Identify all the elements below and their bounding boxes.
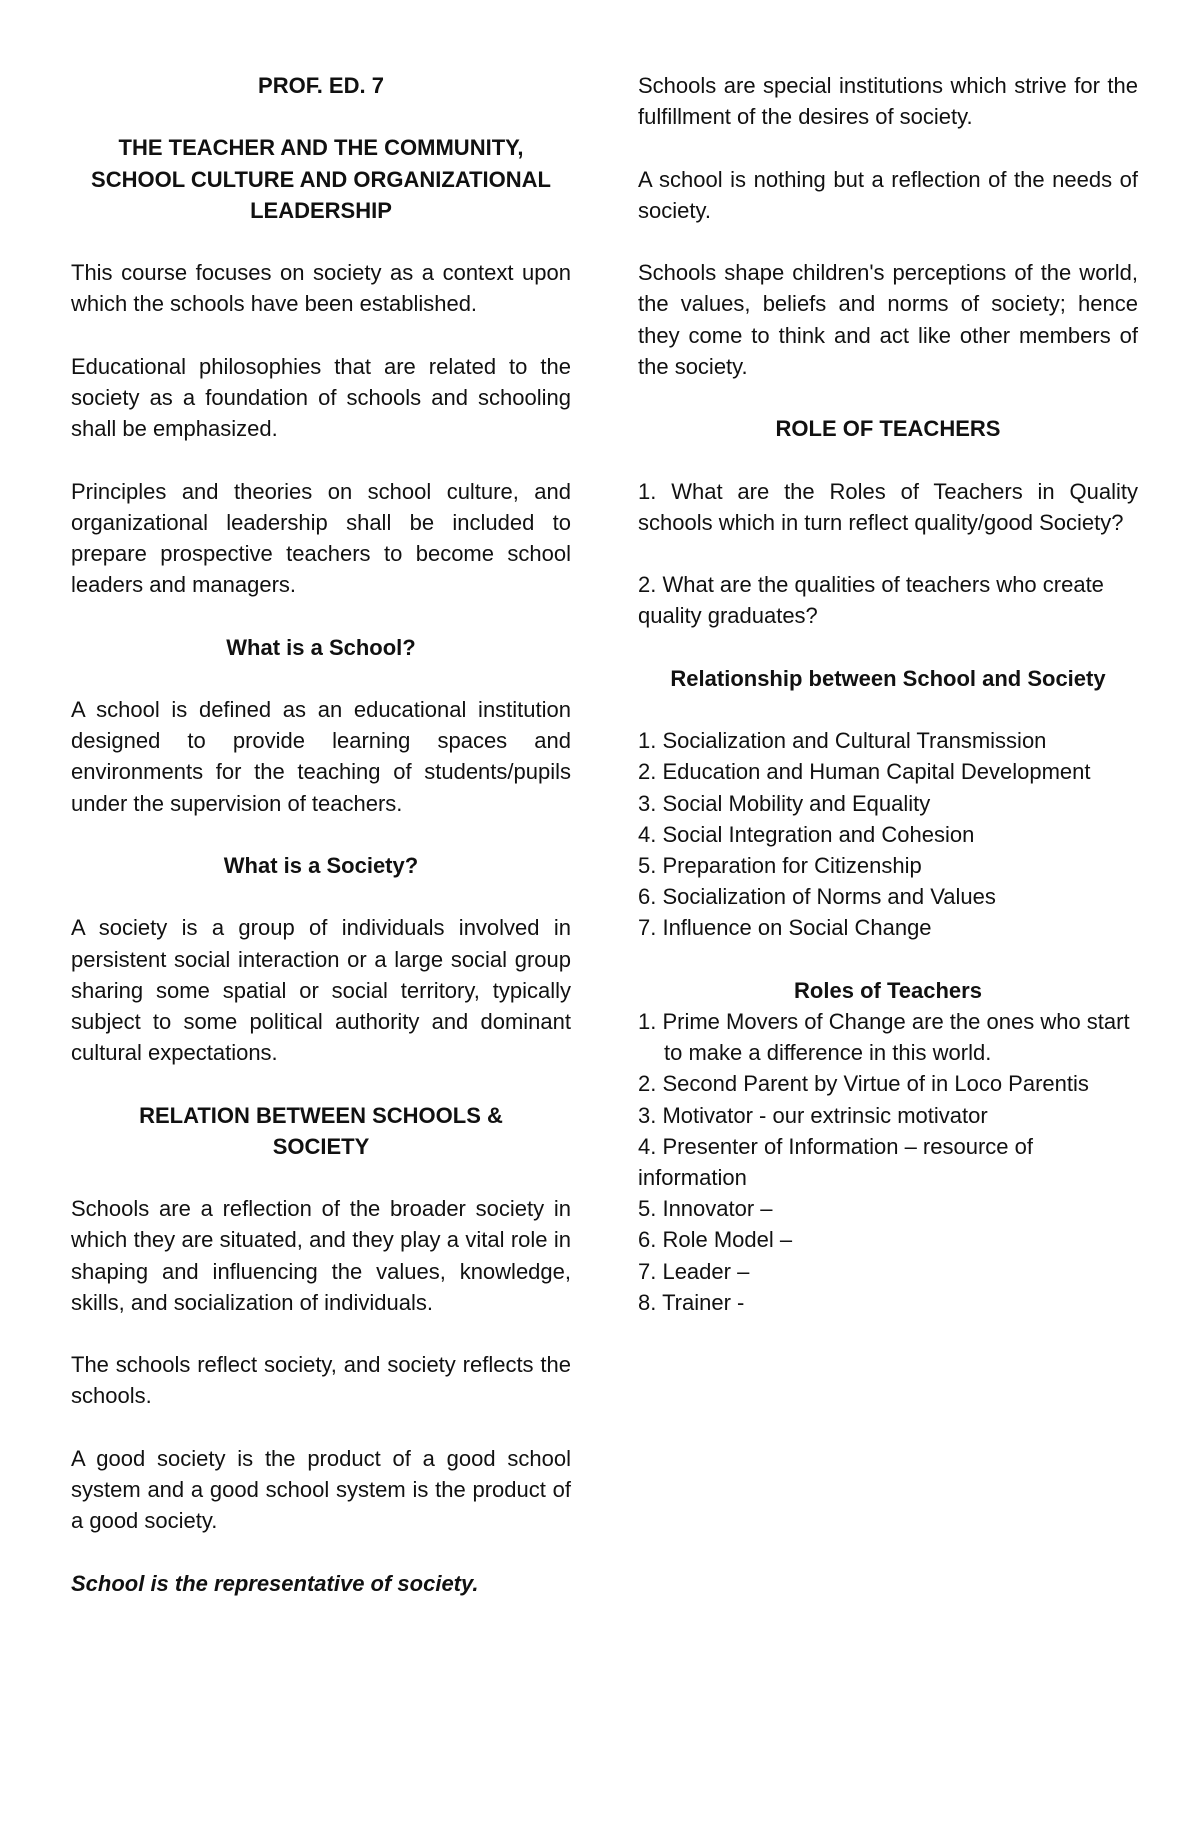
paragraph-course-focus: This course focuses on society as a context upon which the schools have been established. [71,260,571,317]
course-title-line-3: LEADERSHIP [250,197,392,223]
paragraph-reflection-needs: A school is nothing but a reflection of the needs of society. [638,166,1138,223]
roles-list [638,1006,1138,1318]
list-item: 1. Socialization and Cultural Transmission [638,728,1047,754]
paragraph-schools-reflect-society: The schools reflect society, and society reflects the schools. [71,1352,571,1409]
heading-relation-schools-society [71,1100,571,1162]
question-1: 1. What are the Roles of Teachers in Quality schools which in turn reflect quality/good Society? [638,478,1138,535]
paragraph-perceptions: Schools shape children's perceptions of the world, the values, beliefs and norms of society; hence they come to think and act like other members of the society. [638,260,1138,379]
heading-relation-line-2: SOCIETY [272,1133,370,1159]
right-column [638,70,1138,1349]
list-item: 2. Second Parent by Virtue of in Loco Parentis [638,1071,1089,1097]
closing-statement: School is the representative of society. [71,1570,479,1596]
heading-role-of-teachers: ROLE OF TEACHERS [775,416,1001,442]
list-item: 5. Innovator – [638,1196,773,1222]
course-title [71,132,571,226]
heading-roles-of-teachers: Roles of Teachers [794,977,982,1003]
heading-relation-line-1: RELATION BETWEEN SCHOOLS & [139,1102,503,1128]
list-item: 1. Prime Movers of Change are the ones who start to make a difference in this world. [638,1008,1130,1066]
left-column [71,70,571,1630]
heading-relationship-school-society: Relationship between School and Society [670,665,1106,691]
course-title-line-1: THE TEACHER AND THE COMMUNITY, [118,135,524,161]
paragraph-society-definition: A society is a group of individuals involved in persistent social interaction or a large social group sharing some spatial or social territory, typically subject to some political authority and dominant cultural expectations. [71,915,571,1066]
paragraph-philosophies: Educational philosophies that are related to the society as a foundation of schools and schooling shall be emphasized. [71,353,571,442]
paragraph-good-society: A good society is the product of a good school system and a good school system is the product of a good society. [71,1445,571,1534]
course-title-line-2: SCHOOL CULTURE AND ORGANIZATIONAL [91,166,551,192]
list-item: 3. Social Mobility and Equality [638,790,931,816]
paragraph-schools-reflection: Schools are a reflection of the broader society in which they are situated, and they play a vital role in shaping and influencing the values, knowledge, skills, and socialization of individuals. [71,1196,571,1315]
list-item: 5. Preparation for Citizenship [638,852,922,878]
relationship-list [638,725,1138,943]
heading-what-is-school: What is a School? [226,634,416,660]
list-item: 3. Motivator - our extrinsic motivator [638,1102,988,1128]
list-item: 4. Presenter of Information – resource of information [638,1133,1033,1190]
list-item: 7. Leader – [638,1258,750,1284]
list-item: 6. Socialization of Norms and Values [638,884,996,910]
course-code: PROF. ED. 7 [258,73,384,98]
list-item: 4. Social Integration and Cohesion [638,821,975,847]
paragraph-special-institutions: Schools are special institutions which strive for the fulfillment of the desires of society. [638,73,1138,130]
list-item: 8. Trainer - [638,1289,745,1315]
list-item: 2. Education and Human Capital Development [638,759,1091,785]
heading-what-is-society: What is a Society? [223,852,419,878]
list-item: 7. Influence on Social Change [638,915,932,941]
paragraph-school-definition: A school is defined as an educational institution designed to provide learning spaces and environments for the teaching of students/pupils under the supervision of teachers. [71,696,571,816]
list-item: 6. Role Model – [638,1227,793,1253]
paragraph-principles: Principles and theories on school culture, and organizational leadership shall be included to prepare prospective teachers to become school leaders and managers. [71,478,571,598]
question-2: 2. What are the qualities of teachers who create quality graduates? [638,572,1104,629]
